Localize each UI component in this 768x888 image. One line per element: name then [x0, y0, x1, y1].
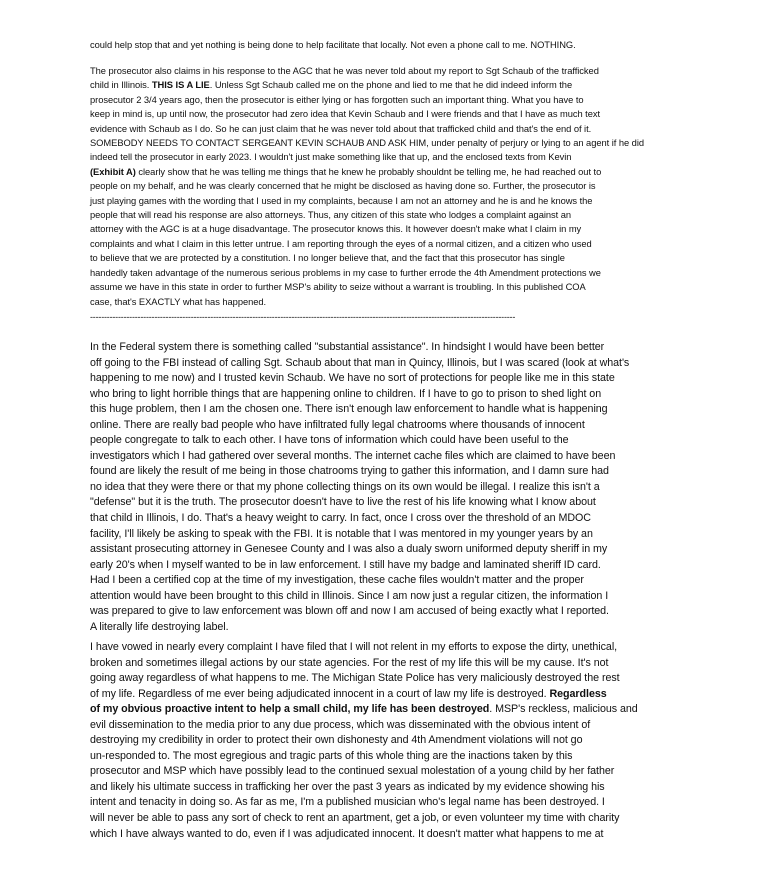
text-line — [90, 266, 680, 280]
text-segment: keep in mind is, up until now, the prosecutor had zero idea that Kevin Schaub and I were friends and that I have as much text — [90, 109, 601, 120]
text-segment: this huge problem, then I am the chosen one. There isn't enough law enforcement to handle what is happening — [90, 403, 608, 416]
text-segment: destroying my credibility in order to protect their own dishonesty and 4th Amendment violations will not go — [90, 734, 583, 747]
paragraph-substantial-assistance — [90, 340, 684, 635]
text-segment: attention would have been brought to this child in Illinois. Since I am now just a regular citizen, the information I — [90, 589, 609, 602]
text-segment: just playing games with the wording that I used in my complaints, because I am not an attorney and he is and he knows the — [90, 195, 593, 206]
text-line — [90, 371, 684, 387]
paragraph-continuation — [90, 38, 680, 52]
text-segment: prosecutor and MSP which have possibly lead to the continued sexual molestation of a young child by her father — [90, 765, 615, 778]
text-line — [90, 702, 684, 718]
text-line — [90, 749, 684, 765]
text-line — [90, 387, 684, 403]
separator-line: -------------------------------------------------------------------------------------------------------------------------------------------------------- — [90, 312, 516, 322]
text-segment: I have vowed in nearly every complaint I have filed that I will not relent in my efforts to expose the dirty, unethical, — [90, 641, 618, 653]
text-line — [90, 280, 680, 294]
text-segment: happening to me now) and I trusted kevin Schaub. We have no sort of protections for people like me in this state — [90, 372, 615, 385]
text-segment: . MSP's reckless, malicious and — [489, 703, 638, 716]
text-line — [90, 573, 684, 589]
bold-text: of my obvious proactive intent to help a small child, my life has been destroyed — [90, 703, 490, 716]
text-segment: that child in Illinois, I do. That's a heavy weight to carry. In fact, once I cross over the threshold of an MDOC — [90, 512, 591, 525]
text-segment: broken and sometimes illegal actions by our state agencies. For the rest of my life this will be my cause. It's not — [90, 656, 609, 669]
text-line — [90, 38, 680, 52]
text-line — [90, 671, 684, 687]
text-line — [90, 827, 684, 843]
text-line — [90, 402, 684, 418]
text-segment: In the Federal system there is something called "substantial assistance". In hindsight I would have been better — [90, 341, 605, 353]
text-segment: SOMEBODY NEEDS TO CONTACT SERGEANT KEVIN SCHAUB AND ASK HIM, under penalty of perjury or lying to an agent if he did — [90, 138, 645, 149]
text-line — [90, 718, 684, 734]
text-line — [90, 780, 684, 796]
text-line — [90, 208, 680, 222]
text-line — [90, 640, 684, 656]
text-segment: assume we have in this state in order to further MSP's ability to seize without a warrant is troubling. In this published COA — [90, 282, 586, 293]
text-segment: of my life. Regardless of me ever being adjudicated innocent in a court of law my life is destroyed. — [90, 687, 550, 700]
text-line — [90, 604, 684, 620]
text-segment: to believe that we are protected by a constitution. I no longer believe that, and the fact that this prosecutor has single — [90, 253, 565, 264]
bold-text: (Exhibit A) — [90, 166, 136, 177]
text-line — [90, 237, 680, 251]
text-segment: clearly show that he was telling me things that he knew he probably shouldnt be telling me, he had reached out to — [135, 166, 602, 177]
text-segment: which I have always wanted to do, even if I was adjudicated innocent. It doesn't matter what happens to me at — [90, 827, 604, 840]
text-segment: . Unless Sgt Schaub called me on the phone and lied to me that he did indeed inform the — [209, 80, 573, 91]
text-line — [90, 179, 680, 193]
text-line — [90, 620, 684, 636]
text-segment: off going to the FBI instead of calling Sgt. Schaub about that man in Quincy, Illinois, but I was scared (look at what's — [90, 356, 630, 369]
text-segment: investigators which I had gathered over several months. The internet cache files which are claimed to have been — [90, 449, 616, 462]
text-segment: child in Illinois. — [90, 80, 152, 91]
text-segment: going away regardless of what happens to me. The Michigan State Police has very maliciously destroyed the rest — [90, 672, 620, 685]
text-line — [90, 194, 680, 208]
text-line — [90, 165, 680, 179]
text-segment: and likely his ultimate success in trafficking her over the past 3 years as indicated by my evidence showing his — [90, 780, 605, 793]
text-segment: A literally life destroying label. — [90, 620, 229, 633]
text-segment: people congregate to talk to each other. I have tons of information which could have been useful to the — [90, 434, 569, 447]
text-line — [90, 78, 680, 92]
text-line — [90, 433, 684, 449]
text-segment: people on my behalf, and he was clearly concerned that he might be disclosed as having done so. Further, the prosecutor is — [90, 181, 596, 192]
paragraph-prosecutor-claims — [90, 64, 680, 309]
text-segment: complaints and what I claim in this letter untrue. I am reporting through the eyes of a normal citizen, and a citizen who used — [90, 238, 592, 249]
text-line — [90, 295, 680, 309]
text-segment: evil dissemination to the media prior to any due process, which was disseminated with the obvious intent of — [90, 718, 591, 731]
text-line — [90, 656, 684, 672]
text-line — [90, 511, 684, 527]
text-line — [90, 811, 684, 827]
text-segment: indeed tell the prosecutor in early 2023. I wouldn't just make something like that up, and the enclosed texts from Kevin — [90, 152, 572, 163]
text-segment: people that will read his response are also attorneys. Thus, any citizen of this state who lodges a complaint against an — [90, 210, 572, 221]
text-segment: could help stop that and yet nothing is being done to help facilitate that locally. Not even a phone call to me. NOTHING. — [90, 40, 576, 50]
text-line — [90, 356, 684, 372]
text-line — [90, 418, 684, 434]
text-line — [90, 795, 684, 811]
text-line — [90, 464, 684, 480]
text-line — [90, 150, 680, 164]
text-segment: assistant prosecuting attorney in Genesee County and I was also a dualy sworn uniformed deputy sheriff in my — [90, 543, 608, 556]
bold-text: Regardless — [549, 687, 607, 700]
text-segment: no idea that they were there or that my phone collecting things on its own would be illegal. I realize this isn't a — [90, 480, 600, 493]
text-line — [90, 542, 684, 558]
text-line — [90, 340, 684, 356]
text-segment: The prosecutor also claims in his response to the AGC that he was never told about my report to Sgt Schaub of the trafficked — [90, 66, 599, 76]
text-segment: handedly taken advantage of the numerous serious problems in my case to further errode the 4th Amendment protections we — [90, 267, 601, 278]
text-segment: intent and tenacity in doing so. As far as me, I'm a published musician who's legal name has been destroyed. I — [90, 796, 605, 809]
text-segment: was prepared to give to law enforcement was blown off and now I am accused of being exactly what I reported. — [90, 605, 609, 618]
text-segment: "defense" but it is the truth. The prosecutor doesn't have to live the rest of his life knowing what I know about — [90, 496, 596, 509]
text-line — [90, 480, 684, 496]
text-line — [90, 64, 680, 78]
text-segment: early 20's when I myself wanted to be in law enforcement. I still have my badge and laminated sheriff ID card. — [90, 558, 601, 571]
text-line — [90, 558, 684, 574]
text-segment: facility, I'll likely be asking to speak with the FBI. It is notable that I was mentored in my younger years by an — [90, 527, 593, 540]
bold-text: THIS IS A LIE — [151, 80, 210, 91]
text-line — [90, 527, 684, 543]
text-line — [90, 449, 684, 465]
text-segment: prosecutor 2 3/4 years ago, then the prosecutor is either lying or has forgotten such an important thing. What you have to — [90, 94, 584, 105]
text-line — [90, 107, 680, 121]
text-line — [90, 733, 684, 749]
text-line — [90, 93, 680, 107]
text-segment: evidence with Schaub as I do. So he can just claim that he was never told about that trafficked child and that's the end of it. — [90, 123, 592, 134]
text-segment: will never be able to pass any sort of check to rent an apartment, get a job, or even volunteer my time with charity — [90, 812, 620, 825]
text-line — [90, 222, 680, 236]
text-line — [90, 251, 680, 265]
text-line — [90, 764, 684, 780]
text-line — [90, 687, 684, 703]
text-segment: who bring to light horrible things that are happening online to children. If I have to go to prison to shed light on — [90, 387, 602, 400]
text-line — [90, 122, 680, 136]
text-line — [90, 136, 680, 150]
text-segment: Had I been a certified cop at the time of my investigation, these cache files wouldn't matter and the proper — [90, 574, 584, 587]
text-segment: un-responded to. The most egregious and tragic parts of this whole thing are the inactions taken by this — [90, 749, 573, 762]
text-segment: found are likely the result of me being in those chatrooms trying to gather this information, and I damn sure had — [90, 465, 609, 478]
text-line — [90, 589, 684, 605]
paragraph-vow — [90, 640, 684, 842]
text-segment: attorney with the AGC is at a huge disadvantage. The prosecutor knows this. It however doesn't make what I claim in my — [90, 224, 582, 235]
text-line — [90, 495, 684, 511]
text-segment: online. There are really bad people who have infiltrated fully legal chatrooms where thousands of innocent — [90, 418, 585, 431]
text-segment: case, that's EXACTLY what has happened. — [90, 296, 267, 307]
